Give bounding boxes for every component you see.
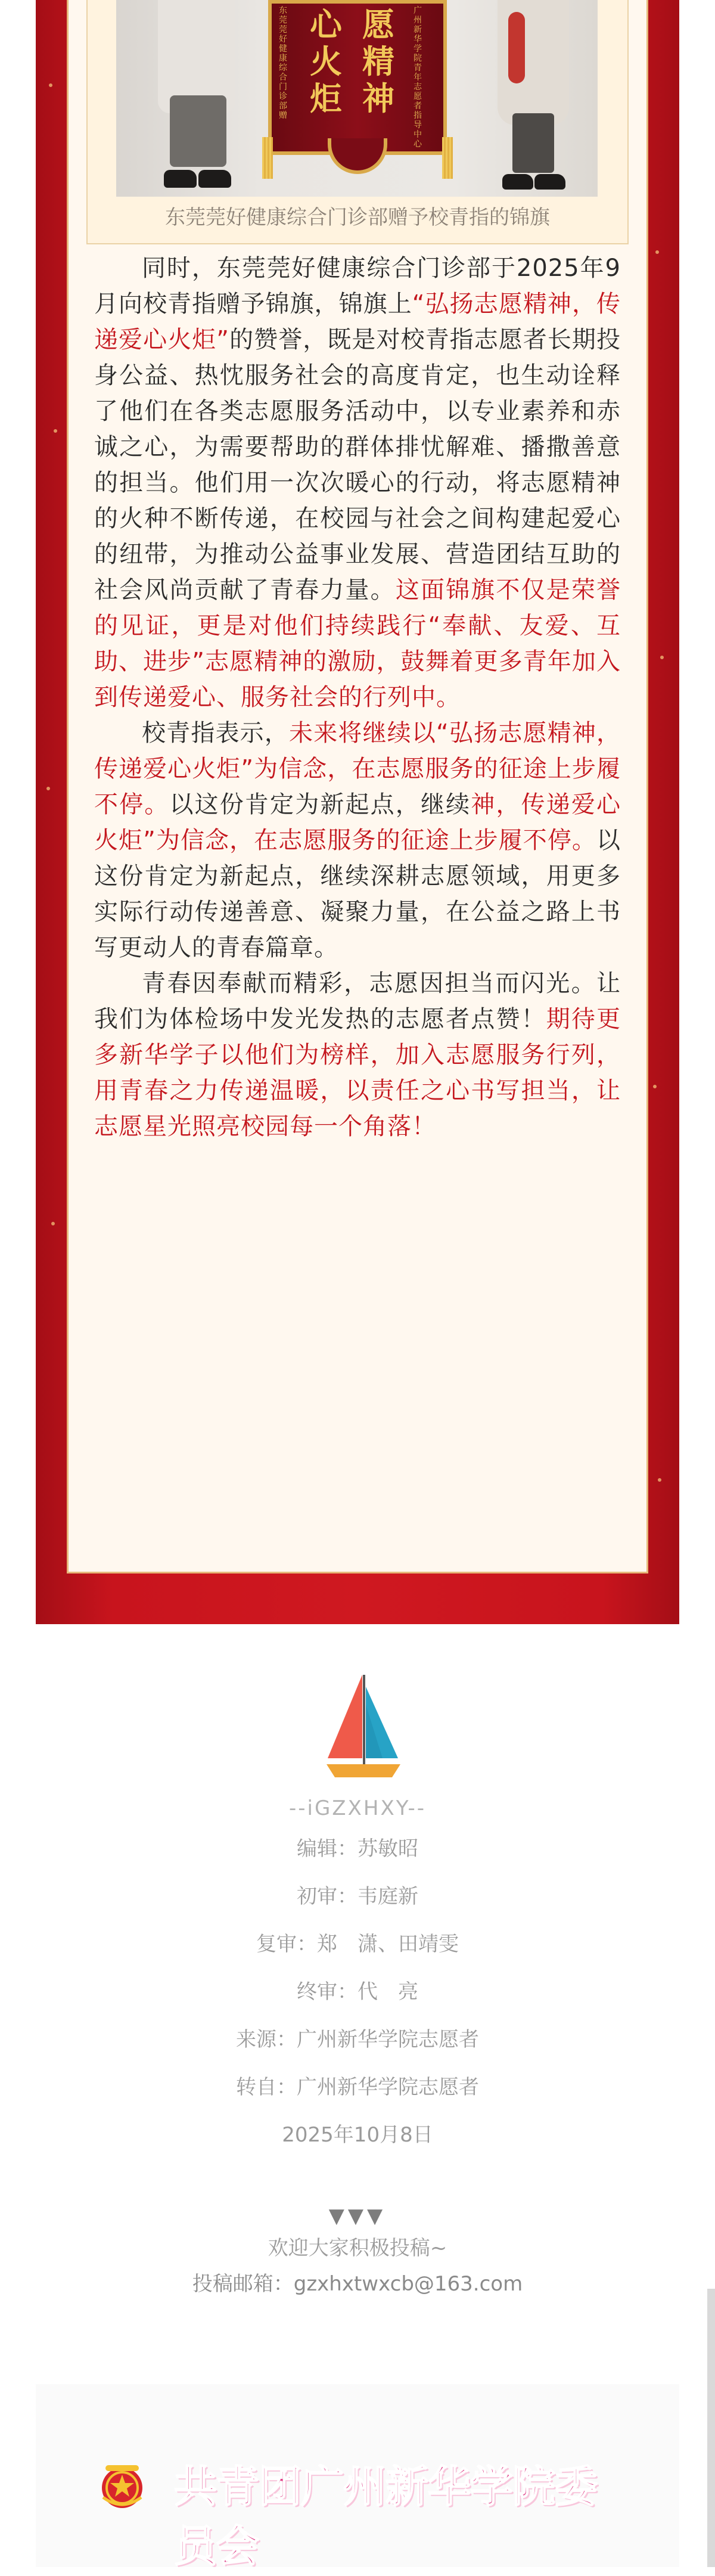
- banner-char: 愿: [362, 5, 394, 44]
- sparkle-decoration: [655, 250, 659, 254]
- sparkle-decoration: [49, 83, 52, 87]
- highlight-text: 这面锦旗不仅是荣誉的见证，更是对他们持续践行“奉献、友爱、互助、进步”志愿精神的激励，鼓舞着更多青年加入到传递爱心、服务社会的行列中。: [94, 576, 621, 711]
- brand-tagline: --iGZXHXY--: [288, 1796, 427, 1820]
- sparkle-decoration: [54, 429, 57, 433]
- banner-char: 炬: [310, 79, 342, 117]
- second-review-credit: 复审：郑 潇、田靖雯: [256, 1932, 459, 1956]
- welcome-text: 欢迎大家积极投稿~: [268, 2236, 447, 2260]
- person-right-figure: [498, 0, 569, 197]
- sparkle-decoration: [660, 656, 664, 659]
- article-body: [94, 250, 621, 1144]
- sparkle-decoration: [46, 787, 50, 790]
- highlight-text: 未来将继续以“弘扬志愿精神，传递爱心火炬”为信念，在志愿服务的征途上步履不停。: [94, 719, 621, 818]
- banner-char: 神: [362, 79, 394, 117]
- sailboat-logo-icon: [316, 1669, 411, 1788]
- highlight-text: “弘扬志愿精神，传递爱心火炬”: [94, 290, 621, 353]
- final-review-credit: 终审：代 亮: [297, 1980, 418, 2004]
- banner-char: 精: [362, 42, 394, 80]
- submission-email[interactable]: 投稿邮箱：gzxhxtwxcb@163.com: [192, 2272, 523, 2296]
- scrollbar[interactable]: [707, 2289, 715, 2567]
- banner-char: 心: [310, 5, 342, 44]
- highlight-text: 期待更多新华学子以他们为榜样，加入志愿服务行列，用青春之力传递温暖，以责任之心书写担当，让志愿星光照亮校园每一个角落！: [94, 1005, 621, 1140]
- sparkle-decoration: [51, 1222, 55, 1225]
- person-left-figure: [158, 0, 235, 197]
- repost-credit: 转自：广州新华学院志愿者: [236, 2075, 479, 2099]
- first-review-credit: 初审：韦庭新: [297, 1885, 418, 1908]
- photo-caption: 东莞莞好健康综合门诊部赠予校青指的锦旗: [165, 206, 550, 229]
- down-arrows-icon: ▼▼▼: [328, 2204, 387, 2228]
- banner-char: 火: [310, 42, 342, 80]
- paragraph-2: 校青指表示，未来将继续以“弘扬志愿精神，传递爱心火炬”为信念，在志愿服务的征途上步履不停。以这份肯定为新起点，继续神，传递爱心火炬”为信念，在志愿服务的征途上步履不停。以这份肯定为新起点，继续深耕志愿领域，用更多实际行动传递善意、凝聚力量，在公益之路上书写更动人的青春篇章。: [94, 719, 621, 961]
- highlight-text: 神，传递爱心火炬”为信念，在志愿服务的征途上步履不停。: [94, 791, 621, 854]
- paragraph-3: 青春因奉献而精彩，志愿因担当而闪光。让我们为体检场中发光发热的志愿者点赞！期待更多新华学子以他们为榜样，加入志愿服务行列，用青春之力传递温暖，以责任之心书写担当，让志愿星光照亮校园每一个角落！: [94, 970, 621, 1140]
- editor-credit: 编辑：苏敏昭: [297, 1837, 418, 1861]
- sparkle-decoration: [653, 1085, 657, 1088]
- silk-banner: 东莞莞好健康综合门诊部赠 心 火 炬 愿 精 神 广州新华学院青年志愿者指导中心: [268, 0, 447, 179]
- publish-date: 2025年10月8日: [282, 2123, 433, 2147]
- source-credit: 来源：广州新华学院志愿者: [236, 2028, 479, 2052]
- paragraph-1: 同时，东莞莞好健康综合门诊部于2025年9月向校青指赠予锦旗，锦旗上“弘扬志愿精神，传递爱心火炬”的赞誉，既是对校青指志愿者长期投身公益、热忱服务社会的高度肯定，也生动诠释了他们在各类志愿服务活动中，以专业素养和赤诚之心，为需要帮助的群体排忧解难、播撒善意的担当。他们用一次次暖心的行动，将志愿精神的火种不断传递，在校园与社会之间构建起爱心的纽带，为推动公益事业发展、营造团结互助的社会风尚贡献了青春力量。这面锦旗不仅是荣誉的见证，更是对他们持续践行“奉献、友爱、互助、进步”志愿精神的激励，鼓舞着更多青年加入到传递爱心、服务社会的行列中。: [94, 255, 621, 711]
- sparkle-decoration: [658, 1478, 661, 1482]
- banner-photo[interactable]: [116, 0, 598, 197]
- organization-name: 共青团广州新华学院委员会: [174, 2462, 598, 2571]
- youth-league-emblem-icon: [97, 2462, 147, 2512]
